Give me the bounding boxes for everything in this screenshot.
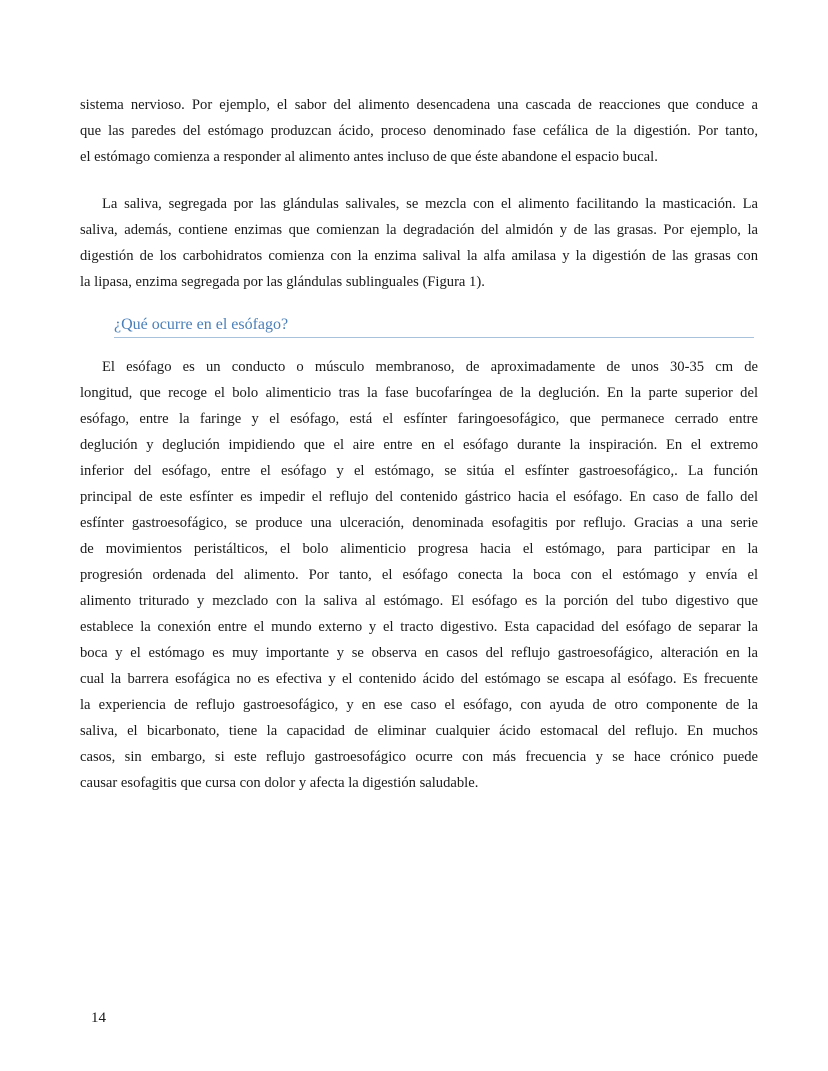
text-line: saliva, el bicarbonato, tiene la capacidad de eliminar cualquier ácido estomacal del reflujo. En muchos <box>80 723 758 739</box>
text-line: sistema nervioso. Por ejemplo, el sabor del alimento desencadena una cascada de reacciones que conduce a <box>80 97 758 113</box>
text-line: esófago, entre la faringe y el esófago, está el esfínter faringoesofágico, que permanece cerrado entre <box>80 411 758 427</box>
text-line: progresión ordenada del alimento. Por tanto, el esófago conecta la boca con el estómago y envía el <box>80 567 758 583</box>
text-line: boca y el estómago es muy importante y se observa en casos del reflujo gastroesofágico, alteración en la <box>80 645 758 661</box>
text-line: saliva, además, contiene enzimas que comienzan la degradación del almidón y de las grasas. Por ejemplo, la <box>80 222 758 238</box>
paragraph-nervous-system <box>80 92 758 170</box>
page-number: 14 <box>91 1010 106 1026</box>
text-line: inferior del esófago, entre el esófago y el estómago, se sitúa el esfínter gastroesofágico,. La función <box>80 463 758 479</box>
text-line: de movimientos peristálticos, el bolo alimenticio progresa hacia el estómago, para participar en la <box>80 541 758 557</box>
text-line: alimento triturado y mezclado con la saliva al estómago. El esófago es la porción del tubo digestivo que <box>80 593 758 609</box>
text-line: deglución y deglución impidiendo que el aire entre en el esófago durante la inspiración. En el extremo <box>80 437 758 453</box>
text-line: causar esofagitis que cursa con dolor y afecta la digestión saludable. <box>80 775 479 791</box>
text-line: longitud, que recoge el bolo alimenticio tras la fase bucofaríngea de la deglución. En la parte superior del <box>80 385 758 401</box>
text-line: digestión de los carbohidratos comienza con la enzima salival la alfa amilasa y la digestión de las grasas con <box>80 248 758 264</box>
text-line: la experiencia de reflujo gastroesofágico, y en ese caso el esófago, con ayuda de otro componente de la <box>80 697 758 713</box>
text-line: que las paredes del estómago produzcan ácido, proceso denominado fase cefálica de la digestión. Por tanto, <box>80 123 758 139</box>
text-line: la lipasa, enzima segregada por las glándulas sublinguales (Figura 1). <box>80 274 485 290</box>
text-line: establece la conexión entre el mundo externo y el tracto digestivo. Esta capacidad del esófago de separar la <box>80 619 758 635</box>
paragraph-saliva <box>80 191 758 295</box>
text-line: casos, sin embargo, si este reflujo gastroesofágico ocurre con más frecuencia y se hace crónico puede <box>80 749 758 765</box>
text-line: La saliva, segregada por las glándulas salivales, se mezcla con el alimento facilitando la masticación. La <box>102 196 758 212</box>
text-line: principal de este esfínter es impedir el reflujo del contenido gástrico hacia el esófago. En caso de fallo del <box>80 489 758 505</box>
text-line: esfínter gastroesofágico, se produce una ulceración, denominada esofagitis por reflujo. Gracias a una serie <box>80 515 758 531</box>
text-line: cual la barrera esofágica no es efectiva y el contenido ácido del estómago se escapa al esófago. Es frecuente <box>80 671 758 687</box>
text-line: El esófago es un conducto o músculo membranoso, de aproximadamente de unos 30-35 cm de <box>102 359 758 375</box>
text-line: el estómago comienza a responder al alimento antes incluso de que éste abandone el espacio bucal. <box>80 149 658 165</box>
paragraph-esophagus <box>80 354 758 796</box>
section-heading: ¿Qué ocurre en el esófago? <box>114 315 754 338</box>
